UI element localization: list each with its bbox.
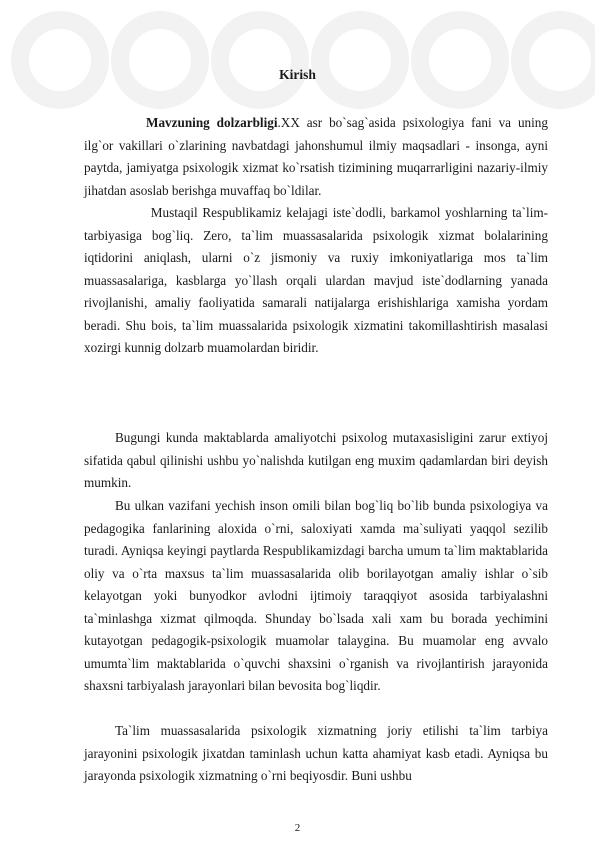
paragraph-2 [84, 202, 548, 360]
paragraph-lead: Mavzuning dolzarbligi [146, 115, 278, 130]
paragraph-relevance [84, 112, 548, 202]
paragraph-text: Mustaqil Respublikamiz kelajagi iste`dodli, barkamol yoshlarning ta`lim-tarbiyasiga bog`liq. Zero, ta`lim muassasalarida psixologik xizmat bolalarining iqtidorini aniqlash, ularni o`z jismoniy va ruxiy imkoniyatlariga mos ta`lim muassasalariga, kasblarga yo`llash orqali ulardan mavjud iste`dodlarning yanada rivojlanishi, amaliy faoliyatida samarali natijalarga erishishlariga xamisha yordam beradi. Shu bois, ta`lim muassalarida psixologik xizmatini takomillashtirish masalasi xozirgi kunnig dolzarb muamolardan biridir. [84, 205, 549, 355]
paragraph-5 [84, 720, 548, 788]
page-title: Kirish [279, 67, 316, 82]
page-number: 2 [294, 822, 301, 834]
paragraph-text: Bugungi kunda maktablarda amaliyotchi psixolog mutaxasisligini zarur extiyoj sifatida qabul qilinishi ushbu yo`nalishda kutilgan eng muxim qadamlardan biri deyish mumkin. [84, 430, 548, 490]
paragraph-text: Bu ulkan vazifani yechish inson omili bilan bog`liq bo`lib bunda psixologiya va pedagogika fanlarining aloxida o`rni, saloxiyati xamda ma`suliyati yaqqol sezilib turadi. Ayniqsa keyingi paytlarda Respublikamizdagi barcha umum ta`lim maktablarida oliy va o`rta maxsus ta`lim muassasalarida olib borilayotgan amaliy ishlar o`sib kelayotgan yoki bunyodkor avlodni ijtimoiy taraqqiyot asosida tarbiyalashni ta`minlashga xizmat qilmoqda. Shunday bo`lsada xali xam bu borada yechimini kutayotgan pedagogik-psixologik muamolar talaygina. Bu muamolar eng avvalo umumta`lim maktablarida o`quvchi shaxsini o`rganish va rivojlantirish jarayonida shaxsni tarbiyalash jarayonlari bilan bevosita bog`liqdir. [84, 498, 548, 693]
paragraph-text: .XX asr bo`sag`asida psixologiya fani va uning ilg`or vakillari o`zlarining navbatdagi jahonshumul ilmiy maqsadlari - insonga, ayni paytda, jamiyatga psixologik xizmat ko`rsatish tizimining muqarrarligini nazariy-ilmiy jihatdan asoslab berishga muvaffaq bo`ldilar. [84, 115, 548, 198]
paragraph-4 [84, 495, 548, 698]
paragraph-3 [84, 427, 548, 495]
paragraph-text: Ta`lim muassasalarida psixologik xizmatning joriy etilishi ta`lim tarbiya jarayonini psixologik jixatdan taminlash uchun katta ahamiyat kasb etadi. Ayniqsa bu jarayonda psixologik xizmatning o`rni beqiyosdir. Buni ushbu [84, 723, 548, 783]
